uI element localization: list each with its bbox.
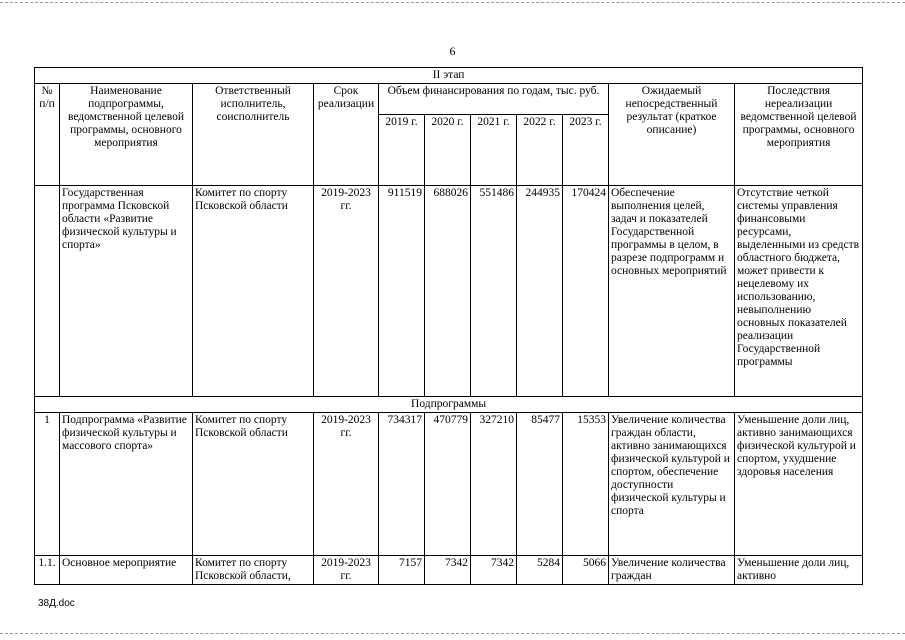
header-funding: Объем финансирования по годам, тыс. руб.	[379, 84, 609, 115]
header-name: Наименование подпрограммы, ведомственной целевой программы, основного мероприятия	[60, 84, 193, 186]
row-value: 688026	[425, 186, 471, 397]
row-value: 170424	[563, 186, 609, 397]
row-value: 327210	[471, 413, 517, 556]
row-term: 2019-2023 гг.	[314, 413, 379, 556]
table-row	[35, 186, 863, 397]
header-num: № п/п	[35, 84, 60, 186]
row-consequences: Уменьшение доли лиц, активно занимающихся физической культурой и спортом, ухудшение здоровья населения	[735, 413, 863, 556]
row-executor: Комитет по спорту Псковской области,	[193, 556, 314, 585]
row-value: 911519	[379, 186, 425, 397]
row-result: Увеличение количества граждан области, активно занимающихся физической культурой и спортом, обеспечение доступности физической культуры и спорта	[609, 413, 735, 556]
stage-row	[35, 68, 863, 84]
row-value: 7157	[379, 556, 425, 585]
row-consequences: Уменьшение доли лиц, активно	[735, 556, 863, 585]
row-value: 244935	[517, 186, 563, 397]
page-number: 6	[449, 44, 456, 58]
header-executor: Ответственный исполнитель, соисполнитель	[193, 84, 314, 186]
header-year: 2021 г.	[471, 115, 517, 186]
scan-top-edge	[0, 2, 905, 3]
stage-title: II этап	[35, 68, 863, 84]
row-num: 1	[35, 413, 60, 556]
header-year: 2020 г.	[425, 115, 471, 186]
subprograms-row	[35, 397, 863, 413]
header-row	[35, 84, 863, 115]
header-year: 2022 г.	[517, 115, 563, 186]
row-value: 5066	[563, 556, 609, 585]
header-year: 2023 г.	[563, 115, 609, 186]
row-result: Увеличение количества граждан	[609, 556, 735, 585]
row-value: 85477	[517, 413, 563, 556]
row-num: 1.1.	[35, 556, 60, 585]
row-name: Государственная программа Псковской области «Развитие физической культуры и спорта»	[60, 186, 193, 397]
table-row	[35, 556, 863, 585]
row-value: 734317	[379, 413, 425, 556]
row-value: 7342	[471, 556, 517, 585]
file-name: 38Д.doc	[38, 598, 75, 609]
table-row	[35, 413, 863, 556]
financing-table	[34, 67, 863, 585]
row-num	[35, 186, 60, 397]
row-consequences: Отсутствие четкой системы управления финансовыми ресурсами, выделенными из средств областного бюджета, может привести к нецелевому их использованию, невыполнению основных показателей реализации Государственной программы	[735, 186, 863, 397]
header-result: Ожидаемый непосредственный результат (краткое описание)	[609, 84, 735, 186]
row-executor: Комитет по спорту Псковской области	[193, 413, 314, 556]
row-name: Основное мероприятие	[60, 556, 193, 585]
row-result: Обеспечение выполнения целей, задач и показателей Государственной программы в целом, в разрезе подпрограмм и основных мероприятий	[609, 186, 735, 397]
row-value: 5284	[517, 556, 563, 585]
row-name: Подпрограмма «Развитие физической культуры и массового спорта»	[60, 413, 193, 556]
header-term: Срок реализации	[314, 84, 379, 186]
row-term: 2019-2023 гг.	[314, 556, 379, 585]
row-value: 551486	[471, 186, 517, 397]
row-executor: Комитет по спорту Псковской области	[193, 186, 314, 397]
scan-bottom-edge	[0, 633, 905, 634]
header-year: 2019 г.	[379, 115, 425, 186]
row-value: 15353	[563, 413, 609, 556]
row-term: 2019-2023 гг.	[314, 186, 379, 397]
row-value: 470779	[425, 413, 471, 556]
header-consequences: Последствия нереализации ведомственной целевой программы, основного мероприятия	[735, 84, 863, 186]
row-value: 7342	[425, 556, 471, 585]
subprograms-title: Подпрограммы	[35, 397, 863, 413]
